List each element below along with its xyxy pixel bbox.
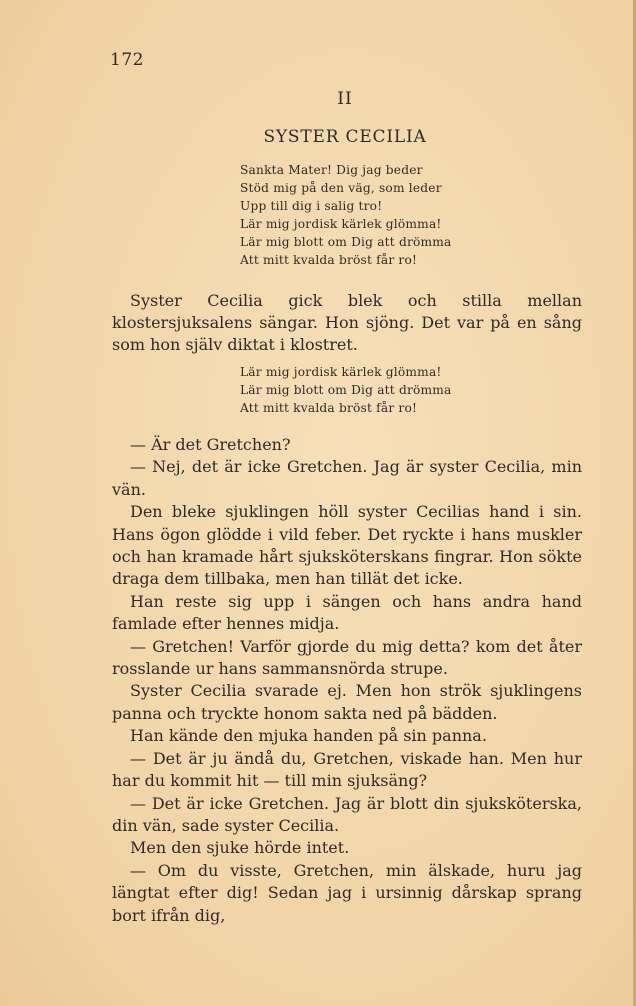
- repeated-verse: [240, 363, 452, 417]
- paragraph: Han reste sig upp i sängen och hans andra hand famlade efter hennes midja.: [112, 591, 582, 634]
- paragraph: — Det är icke Gretchen. Jag är blott din sjuksköterska, din vän, sade syster Cecilia.: [112, 793, 582, 835]
- verse-line: Sankta Mater! Dig jag beder: [240, 163, 423, 177]
- paragraph: Syster Cecilia svarade ej. Men hon strök sjuklingens panna och tryckte honom sakta ned på bädden.: [112, 681, 582, 723]
- paragraph: Han kände den mjuka handen på sin panna.: [130, 726, 487, 746]
- paragraph: Den bleke sjuklingen höll syster Cecilias hand i sin. Hans ögon glödde i vild feber. Det ryckte i hans muskler och han kramade hårt sjuksköterskans fingrar. Hon sökte draga dem tillbaka, men han tillät det icke.: [112, 502, 582, 589]
- body-text: [112, 434, 582, 927]
- paragraph: Men den sjuke hörde intet.: [130, 838, 350, 858]
- verse-line: Lär mig jordisk kärlek glömma!: [240, 365, 442, 379]
- opening-paragraph: Syster Cecilia gick blek och stilla mellan klostersjuksalens sängar. Hon sjöng. Det var på en sång som hon själv diktat i klostret.: [112, 291, 582, 354]
- chapter-number: II: [337, 89, 353, 109]
- paragraph: — Om du visste, Gretchen, min älskade, huru jag längtat efter dig! Sedan jag i ursinnig dårskap sprang bort ifrån dig,: [112, 860, 582, 925]
- paragraph: — Gretchen! Varför gjorde du mig detta? kom det åter rosslande ur hans sammansnörda strupe.: [112, 636, 582, 679]
- verse-line: Lär mig jordisk kärlek glömma!: [240, 217, 442, 231]
- verse-line: Att mitt kvalda bröst får ro!: [240, 253, 418, 267]
- verse-line: Upp till dig i salig tro!: [240, 199, 383, 213]
- paragraph: — Nej, det är icke Gretchen. Jag är syster Cecilia, min vän.: [112, 457, 582, 499]
- verse-line: Lär mig blott om Dig att drömma: [240, 235, 452, 249]
- verse-line: Lär mig blott om Dig att drömma: [240, 383, 452, 397]
- chapter-title: SYSTER CECILIA: [263, 127, 427, 147]
- verse-line: Stöd mig på den väg, som leder: [240, 181, 442, 195]
- verse-line: Att mitt kvalda bröst får ro!: [240, 401, 418, 415]
- paragraph: — Det är ju ändå du, Gretchen, viskade han. Men hur har du kommit hit — till min sjuksäng?: [112, 748, 582, 791]
- paragraph: — Är det Gretchen?: [130, 435, 291, 454]
- opening-verse: [240, 161, 452, 269]
- page-number: 172: [110, 50, 144, 70]
